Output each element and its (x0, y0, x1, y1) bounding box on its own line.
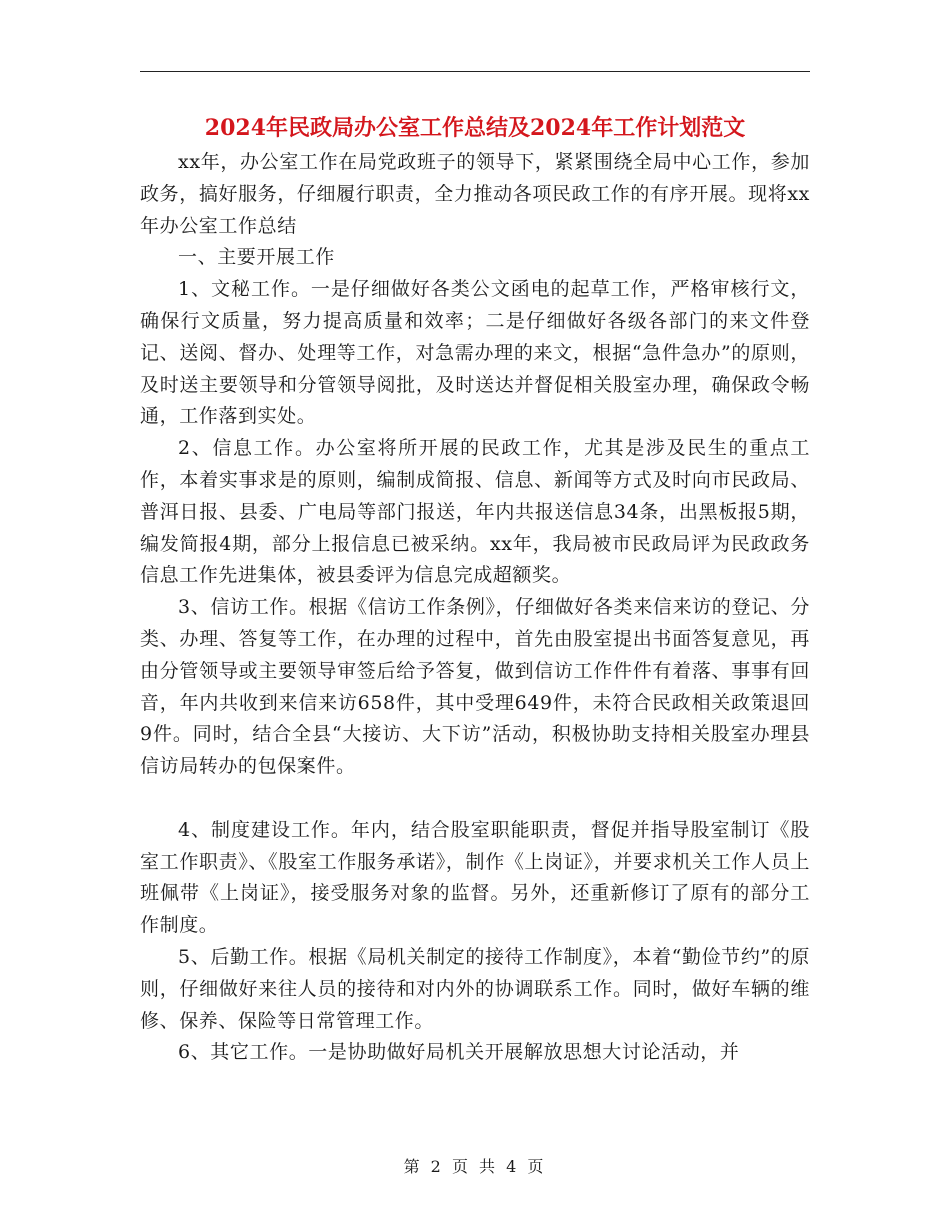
paragraph-information: 2、信息工作。办公室将所开展的民政工作，尤其是涉及民生的重点工作，本着实事求是的原则，编制成简报、信息、新闻等方式及时向市民政局、普洱日报、县委、广电局等部门报送，年内共报送信息34条，出黑板报5期，编发简报4期，部分上报信息已被采纳。xx年，我局被市民政局评为民政政务信息工作先进集体，被县委评为信息完成超额奖。 (140, 437, 810, 587)
paragraph-other-work: 6、其它工作。一是协助做好局机关开展解放思想大讨论活动，并 (178, 1041, 740, 1064)
section-heading: 一、主要开展工作 (178, 246, 335, 269)
paragraph-system-building: 4、制度建设工作。年内，结合股室职能职责，督促并指导股室制订《股室工作职责》、《股室工作服务承诺》，制作《上岗证》，并要求机关工作人员上班佩带《上岗证》，接受服务对象的监督。另外，还重新修订了原有的部分工作制度。 (140, 818, 810, 937)
paragraph-petitions: 3、信访工作。根据《信访工作条例》，仔细做好各类来信来访的登记、分类、办理、答复等工作，在办理的过程中，首先由股室提出书面答复意见，再由分管领导或主要领导审签后给予答复，做到信访工作件件有着落、事事有回音，年内共收到来信来访658件，其中受理649件，未符合民政相关政策退回9件。同时，结合全县“大接访、大下访”活动，积极协助支持相关股室办理县信访局转办的包保案件。 (140, 596, 810, 778)
paragraph-secretarial: 1、文秘工作。一是仔细做好各类公文函电的起草工作，严格审核行文，确保行文质量，努力提高质量和效率；二是仔细做好各级各部门的来文件登记、送阅、督办、处理等工作，对急需办理的来文，根据“急件急办”的原则，及时送主要领导和分管领导阅批，及时送达并督促相关股室办理，确保政令畅通，工作落到实处。 (140, 278, 810, 428)
paragraph-gap (140, 783, 810, 815)
paragraph-intro: xx年，办公室工作在局党政班子的领导下，紧紧围绕全局中心工作，参加政务，搞好服务，仔细履行职责，全力推动各项民政工作的有序开展。现将xx年办公室工作总结 (140, 151, 810, 237)
document-title: 2024年民政局办公室工作总结及2024年工作计划范文 (204, 115, 746, 141)
page-number-footer: 第 2 页 共 4 页 (403, 1157, 547, 1176)
paragraph-logistics: 5、后勤工作。根据《局机关制定的接待工作制度》，本着“勤俭节约”的原则，仔细做好来往人员的接待和对内外的协调联系工作。同时，做好车辆的维修、保养、保险等日常管理工作。 (140, 945, 810, 1032)
document-body (140, 147, 810, 1069)
header-rule (140, 71, 810, 72)
